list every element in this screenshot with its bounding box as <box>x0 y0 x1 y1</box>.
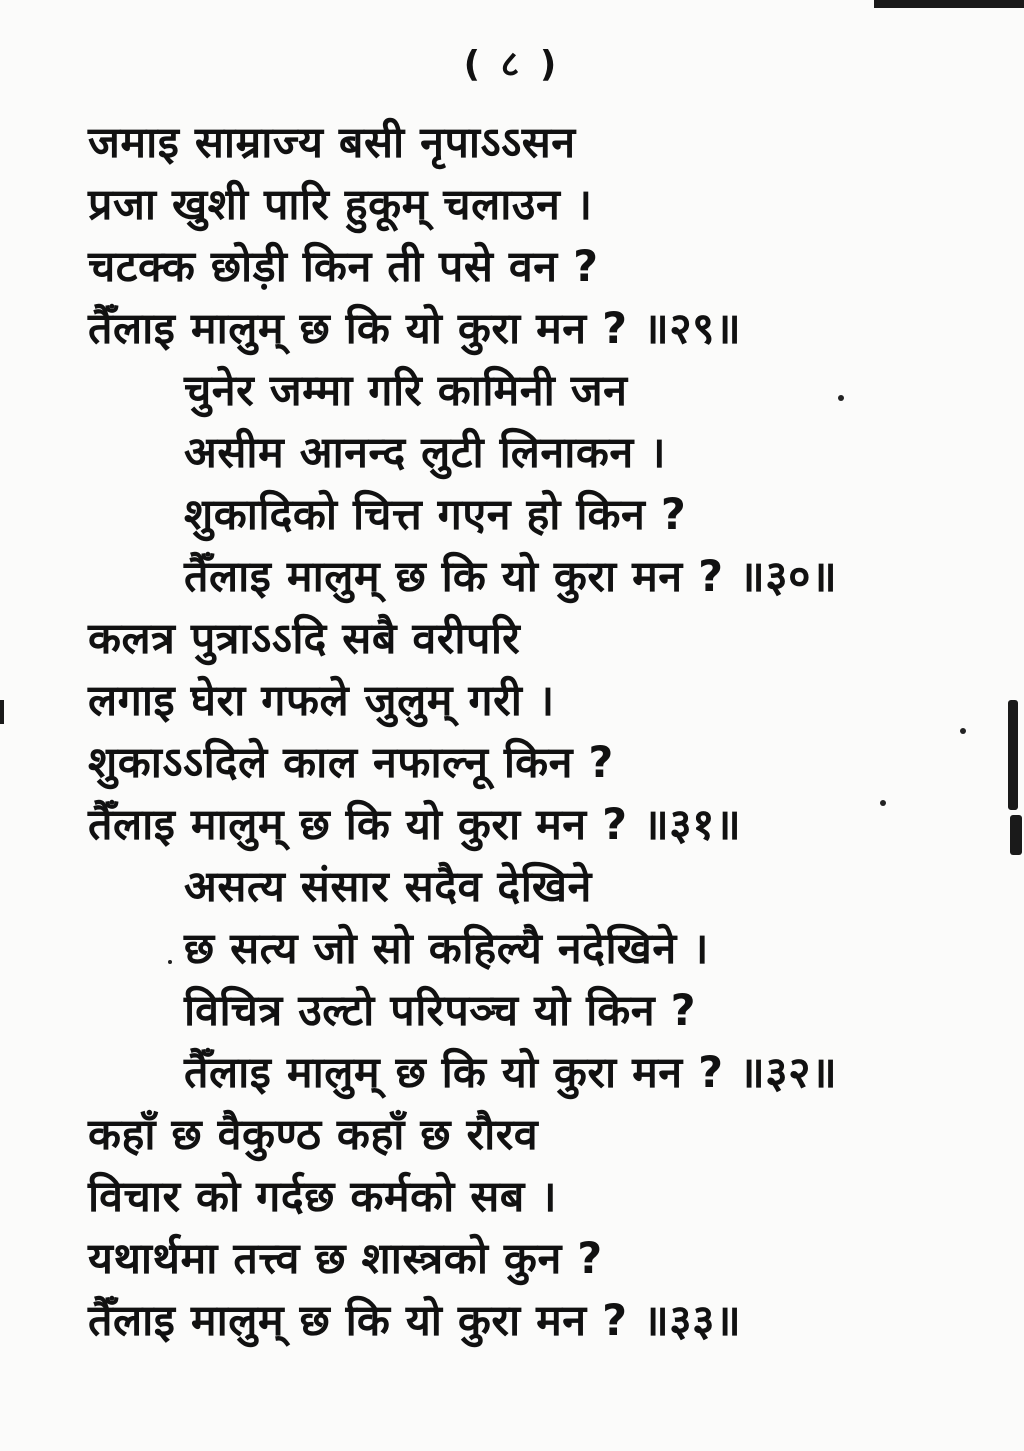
verse-line: चुनेर जम्मा गरि कामिनी जन <box>184 366 628 416</box>
verse-line: कहाँ छ वैकुण्ठ कहाँ छ रौरव <box>88 1110 539 1160</box>
page-number: ( ८ ) <box>463 44 561 85</box>
verse-line: प्रजा खुशी पारि हुकूम् चलाउन । <box>88 180 593 230</box>
verse-line: तैँलाइ मालुम् छ कि यो कुरा मन ? ॥३०॥ <box>184 552 838 602</box>
verse-line: विचित्र उल्टो परिपञ्च यो किन ? <box>184 986 697 1036</box>
verse-line: तैँलाइ मालुम् छ कि यो कुरा मन ? ॥३१॥ <box>88 800 742 850</box>
scan-edge-artifact <box>1010 815 1022 855</box>
verse-line: शुकाऽऽदिले काल नफाल्नू किन ? <box>88 738 614 788</box>
scan-edge-artifact <box>1008 700 1018 810</box>
stanza-33 <box>88 1104 988 1352</box>
scan-edge-artifact <box>0 700 4 724</box>
verse-line: लगाइ घेरा गफले जुलुम् गरी । <box>88 676 555 726</box>
verse-line: शुकादिको चित्त गएन हो किन ? <box>184 490 687 540</box>
verse-line: तैँलाइ मालुम् छ कि यो कुरा मन ? ॥३३॥ <box>88 1296 742 1346</box>
verse-line: जमाइ साम्राज्य बसी नृपाऽऽसन <box>88 118 576 168</box>
verse-line: छ सत्य जो सो कहिल्यै नदेखिने । <box>184 924 709 974</box>
stanza-30 <box>88 360 988 608</box>
verse-line: असत्य संसार सदैव देखिने <box>184 862 592 912</box>
verse-line: तैँलाइ मालुम् छ कि यो कुरा मन ? ॥३२॥ <box>184 1048 838 1098</box>
stanza-31 <box>88 608 988 856</box>
verse-line: चटक्क छोड़ी किन ती पसे वन ? <box>88 242 599 292</box>
verse-container <box>88 112 988 1352</box>
verse-line: यथार्थमा तत्त्व छ शास्त्रको कुन ? <box>88 1234 603 1284</box>
verse-line: तैँलाइ मालुम् छ कि यो कुरा मन ? ॥२९॥ <box>88 304 742 354</box>
stanza-32 <box>88 856 988 1104</box>
verse-line: कलत्र पुत्राऽऽदि सबै वरीपरि <box>88 614 521 664</box>
scan-border-artifact <box>874 0 1024 8</box>
verse-line: विचार को गर्दछ कर्मको सब । <box>88 1172 558 1222</box>
stanza-29 <box>88 112 988 360</box>
verse-line: असीम आनन्द लुटी लिनाकन । <box>184 428 667 478</box>
